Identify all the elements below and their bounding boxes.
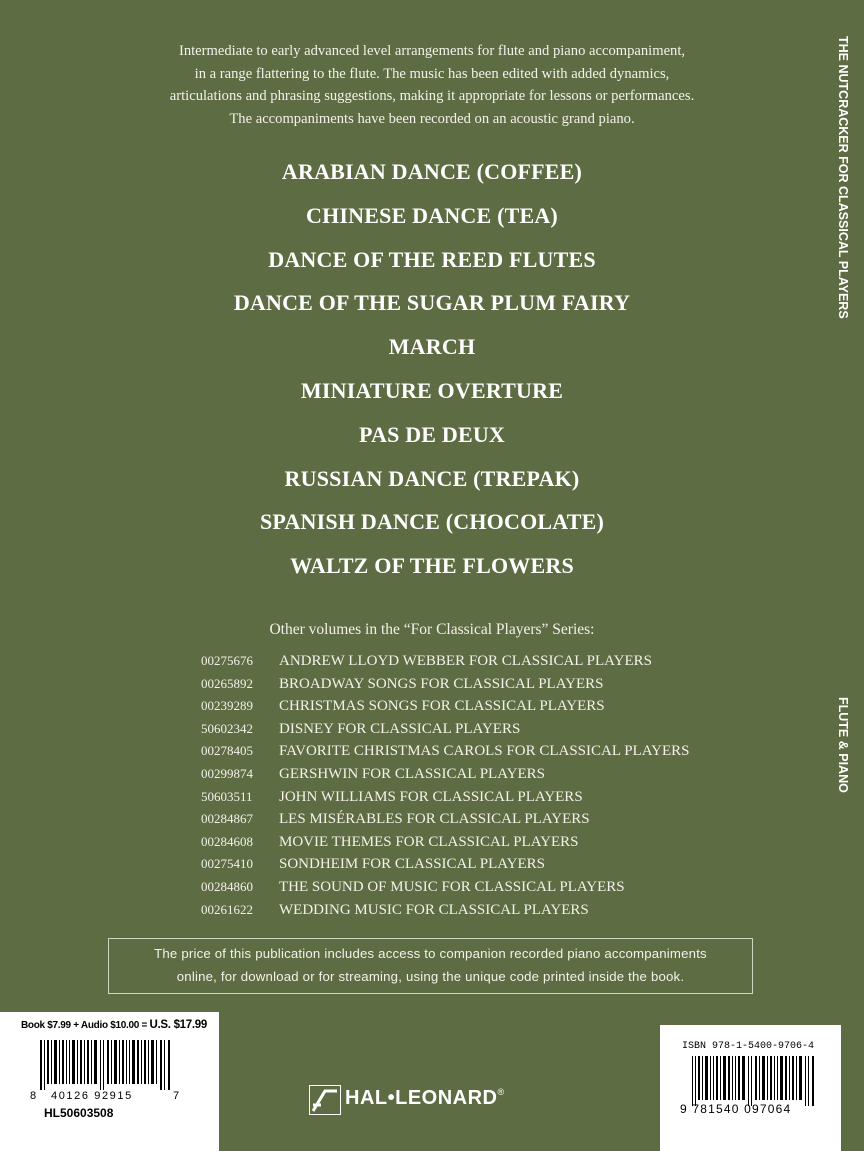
description-line: Intermediate to early advanced level arrangements for flute and piano accompaniment, bbox=[178, 43, 686, 59]
isbn-digits: 9 781540 097064 bbox=[680, 1102, 792, 1116]
item-title: THE SOUND OF MUSIC FOR CLASSICAL PLAYERS bbox=[279, 878, 625, 895]
series-row bbox=[201, 740, 761, 763]
item-title: FAVORITE CHRISTMAS CAROLS FOR CLASSICAL PLAYERS bbox=[279, 743, 690, 760]
item-title: MOVIE THEMES FOR CLASSICAL PLAYERS bbox=[279, 833, 579, 850]
item-title: DISNEY FOR CLASSICAL PLAYERS bbox=[279, 720, 521, 737]
series-row bbox=[201, 899, 761, 922]
item-number: 00278405 bbox=[201, 743, 253, 759]
contents-title: RUSSIAN DANCE (TREPAK) bbox=[284, 465, 580, 491]
series-row bbox=[201, 718, 761, 741]
item-number: 00261622 bbox=[201, 901, 253, 917]
series-row bbox=[201, 763, 761, 786]
series-row bbox=[201, 673, 761, 696]
series-row bbox=[201, 831, 761, 854]
series-row bbox=[201, 650, 761, 673]
item-number: 00275676 bbox=[201, 653, 253, 668]
series-list bbox=[201, 650, 761, 921]
contents-title: PAS DE DEUX bbox=[358, 421, 506, 447]
item-title: CHRISTMAS SONGS FOR CLASSICAL PLAYERS bbox=[279, 698, 605, 715]
series-row bbox=[201, 786, 761, 809]
publisher-name bbox=[345, 1087, 505, 1110]
description-line: The accompaniments have been recorded on an acoustic grand piano. bbox=[229, 110, 635, 127]
description-line: in a range flattering to the flute. The music has been edited with added dynamics, bbox=[194, 65, 670, 82]
contents-title: SPANISH DANCE (CHOCOLATE) bbox=[260, 509, 604, 535]
publisher-name-text: HAL•LEONARD bbox=[345, 1087, 498, 1109]
isbn-barcode-panel bbox=[660, 1025, 841, 1151]
hal-leonard-logo-icon bbox=[309, 1085, 341, 1115]
item-title: WEDDING MUSIC FOR CLASSICAL PLAYERS bbox=[279, 901, 589, 918]
notice-line: online, for download or for streaming, using the unique code printed inside the book. bbox=[176, 968, 685, 984]
notice-line: The price of this publication includes access to companion recorded piano accompaniments bbox=[154, 946, 707, 961]
item-number: 00299874 bbox=[201, 765, 253, 781]
price-total: U.S. $17.99 bbox=[149, 1019, 207, 1031]
upc-digit-first: 8 bbox=[30, 1090, 37, 1102]
item-title: JOHN WILLIAMS FOR CLASSICAL PLAYERS bbox=[279, 788, 583, 805]
isbn-label: ISBN 978-1-5400-9706-4 bbox=[682, 1041, 815, 1052]
item-number: 00275410 bbox=[201, 856, 253, 872]
item-title: LES MISÉRABLES FOR CLASSICAL PLAYERS bbox=[279, 811, 590, 828]
item-number: 00284860 bbox=[201, 878, 253, 894]
registered-mark: ® bbox=[497, 1087, 505, 1097]
isbn-barcode-icon bbox=[692, 1056, 816, 1106]
series-row bbox=[201, 808, 761, 831]
upc-barcode-icon bbox=[40, 1040, 172, 1090]
contents-title: MARCH bbox=[388, 334, 476, 360]
item-number: 50603511 bbox=[201, 788, 253, 804]
series-heading: Other volumes in the “For Classical Players” Series: bbox=[269, 621, 595, 638]
item-number: 50602342 bbox=[201, 720, 253, 736]
item-number: 00265892 bbox=[201, 675, 253, 691]
upc-digits: 40126 92915 bbox=[51, 1090, 133, 1102]
price-barcode-panel bbox=[0, 1012, 219, 1151]
product-code: HL50603508 bbox=[44, 1106, 114, 1120]
item-title: BROADWAY SONGS FOR CLASSICAL PLAYERS bbox=[279, 675, 604, 692]
contents-title: DANCE OF THE REED FLUTES bbox=[268, 246, 596, 272]
item-number: 00284867 bbox=[201, 811, 253, 827]
item-title: ANDREW LLOYD WEBBER FOR CLASSICAL PLAYERS bbox=[279, 653, 652, 669]
upc-digit-last: 7 bbox=[173, 1090, 180, 1102]
spine-instrument: FLUTE & PIANO bbox=[836, 697, 850, 793]
series-row bbox=[201, 853, 761, 876]
series-row bbox=[201, 876, 761, 899]
contents-title: CHINESE DANCE (TEA) bbox=[306, 202, 558, 228]
item-number: 00239289 bbox=[201, 698, 253, 714]
access-notice bbox=[108, 938, 753, 994]
series-row bbox=[201, 695, 761, 718]
item-title: SONDHEIM FOR CLASSICAL PLAYERS bbox=[279, 856, 546, 873]
contents-title: MINIATURE OVERTURE bbox=[300, 377, 564, 403]
item-number: 00284608 bbox=[201, 833, 253, 849]
price-text bbox=[21, 1019, 207, 1031]
contents-list bbox=[100, 150, 764, 588]
description bbox=[100, 40, 764, 130]
contents-title: ARABIAN DANCE (COFFEE) bbox=[281, 159, 583, 184]
description-line: articulations and phrasing suggestions, making it appropriate for lessons or performances. bbox=[169, 88, 695, 104]
price-prefix: Book $7.99 + Audio $10.00 = bbox=[21, 1020, 150, 1031]
spine-title: THE NUTCRACKER FOR CLASSICAL PLAYERS bbox=[836, 36, 850, 319]
contents-title: DANCE OF THE SUGAR PLUM FAIRY bbox=[233, 290, 631, 316]
contents-title: WALTZ OF THE FLOWERS bbox=[290, 553, 574, 579]
item-title: GERSHWIN FOR CLASSICAL PLAYERS bbox=[279, 765, 546, 782]
